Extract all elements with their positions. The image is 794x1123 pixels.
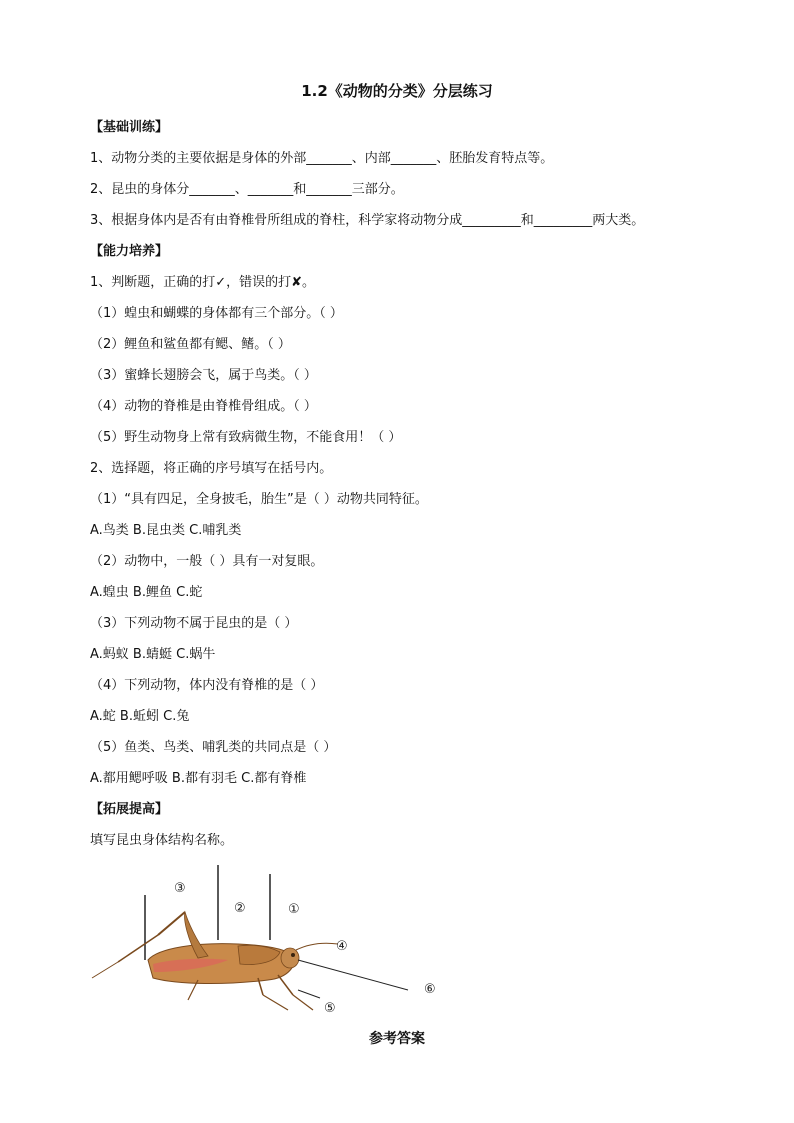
section-extend-heading: 【拓展提高】 <box>90 802 169 817</box>
choice-question-3: （3）下列动物不属于昆虫的是（ ） <box>90 616 298 631</box>
choice-question-4: （4）下列动物，体内没有脊椎的是（ ） <box>90 678 324 693</box>
answer-heading: 参考答案 <box>369 1031 425 1047</box>
label-6: ⑥ <box>424 982 436 997</box>
judge-item-5: （5）野生动物身上常有致病微生物，不能食用！（ ） <box>90 430 402 445</box>
label-3: ③ <box>174 881 186 896</box>
choice-question-2: （2）动物中，一般（ ）具有一对复眼。 <box>90 554 324 569</box>
judge-item-4: （4）动物的脊椎是由脊椎骨组成。（ ） <box>90 399 317 414</box>
leader-line-5 <box>298 990 320 998</box>
section-ability-heading: 【能力培养】 <box>90 244 169 259</box>
basic-item-1: 1、动物分类的主要依据是身体的外部_______、内部_______、胚胎发育特点等。 <box>90 151 554 166</box>
basic-item-3: 3、根据身体内是否有由脊椎骨所组成的脊柱，科学家将动物分成_________和_________两大类。 <box>90 213 645 228</box>
choice-instruction: 2、选择题，将正确的序号填写在括号内。 <box>90 461 333 476</box>
basic-item-2: 2、昆虫的身体分_______、_______和_______三部分。 <box>90 182 404 197</box>
judge-item-1: （1）蝗虫和蝴蝶的身体都有三个部分。（ ） <box>90 306 343 321</box>
choice-options-3: A.蚂蚁 B.蜻蜓 C.蜗牛 <box>90 647 216 662</box>
label-4: ④ <box>336 939 348 954</box>
choice-options-5: A.都用鳃呼吸 B.都有羽毛 C.都有脊椎 <box>90 771 307 786</box>
choice-question-5: （5）鱼类、鸟类、哺乳类的共同点是（ ） <box>90 740 337 755</box>
extend-instruction: 填写昆虫身体结构名称。 <box>90 833 234 848</box>
page-title: 1.2《动物的分类》分层练习 <box>301 82 493 100</box>
label-2: ② <box>234 901 246 916</box>
label-1: ① <box>288 902 300 917</box>
choice-options-1: A.鸟类 B.昆虫类 C.哺乳类 <box>90 523 242 538</box>
choice-question-1: （1）“具有四足，全身披毛，胎生”是（ ）动物共同特征。 <box>90 492 428 507</box>
choice-options-2: A.蝗虫 B.鲤鱼 C.蛇 <box>90 585 203 600</box>
grasshopper-diagram <box>88 860 458 1020</box>
leader-line-6 <box>298 960 408 990</box>
grasshopper-figure <box>88 860 458 1020</box>
judge-instruction: 1、判断题，正确的打✓，错误的打✘。 <box>90 275 316 290</box>
judge-item-2: （2）鲤鱼和鲨鱼都有鳃、鳍。（ ） <box>90 337 291 352</box>
choice-options-4: A.蛇 B.蚯蚓 C.兔 <box>90 709 190 724</box>
section-basic-heading: 【基础训练】 <box>90 120 169 135</box>
label-5: ⑤ <box>324 1001 336 1016</box>
judge-item-3: （3）蜜蜂长翅膀会飞，属于鸟类。（ ） <box>90 368 317 383</box>
